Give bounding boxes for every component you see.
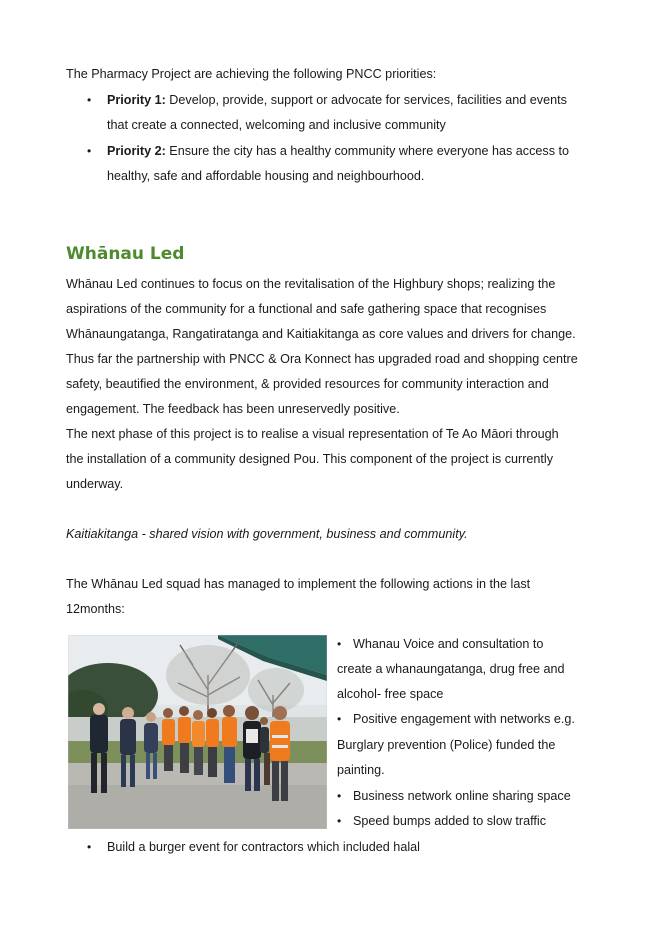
action-line: Whanau Voice and consultation to [353, 637, 544, 651]
bullet-glyph: • [337, 712, 342, 726]
last-action-line: Build a burger event for contractors which included halal [107, 840, 420, 854]
bullet-glyph: • [87, 144, 92, 158]
paragraph-line: the installation of a community designed Pou. This component of the project is currently [66, 452, 553, 466]
bullet-glyph: • [337, 814, 342, 828]
action-line: create a whanaungatanga, drug free and [337, 662, 565, 676]
paragraph-line: Whānau Led continues to focus on the revitalisation of the Highbury shops; realizing the [66, 277, 556, 291]
actions-intro-line: The Whānau Led squad has managed to implement the following actions in the last [66, 577, 531, 591]
paragraph-line: Thus far the partnership with PNCC & Ora Konnect has upgraded road and shopping centre [66, 352, 578, 366]
paragraph-line: Whānaungatanga, Rangatiratanga and Kaitiakitanga as core values and drivers for change. [66, 327, 576, 341]
priority-1-text: Develop, provide, support or advocate for services, facilities and events [165, 93, 567, 107]
action-line: Burglary prevention (Police) funded the [337, 738, 556, 752]
paragraph-line: aspirations of the community for a functional and safe gathering space that recognises [66, 302, 547, 316]
action-line: alcohol- free space [337, 687, 444, 701]
bullet-glyph: • [87, 840, 92, 854]
paragraph-line: The next phase of this project is to realise a visual representation of Te Ao Māori through [66, 427, 559, 441]
action-line: Positive engagement with networks e.g. [353, 712, 575, 726]
group-photo [68, 635, 327, 829]
action-line: Speed bumps added to slow traffic [353, 814, 546, 828]
italic-statement: Kaitiakitanga - shared vision with government, business and community. [66, 527, 468, 541]
bullet-glyph: • [337, 637, 342, 651]
priority-2-text: Ensure the city has a healthy community where everyone has access to [165, 144, 569, 158]
intro-text: The Pharmacy Project are achieving the following PNCC priorities: [66, 67, 437, 81]
action-line: painting. [337, 763, 385, 777]
bullet-glyph: • [337, 789, 342, 803]
action-line: Business network online sharing space [353, 789, 571, 803]
priority-2-line-2: healthy, safe and affordable housing and neighbourhood. [107, 169, 425, 183]
priority-1-label: Priority 1: [107, 93, 166, 107]
section-heading: Whānau Led [66, 244, 185, 264]
priority-1-line-1 [107, 88, 567, 113]
paragraph-line: engagement. The feedback has been unreservedly positive. [66, 402, 400, 416]
actions-intro-line: 12months: [66, 602, 125, 616]
priority-1-line-2: that create a connected, welcoming and inclusive community [107, 118, 446, 132]
priority-2-line-1 [107, 139, 569, 164]
bullet-glyph: • [87, 93, 92, 107]
paragraph-line: underway. [66, 477, 124, 491]
priority-2-label: Priority 2: [107, 144, 166, 158]
paragraph-line: safety, beautified the environment, & provided resources for community interaction and [66, 377, 549, 391]
